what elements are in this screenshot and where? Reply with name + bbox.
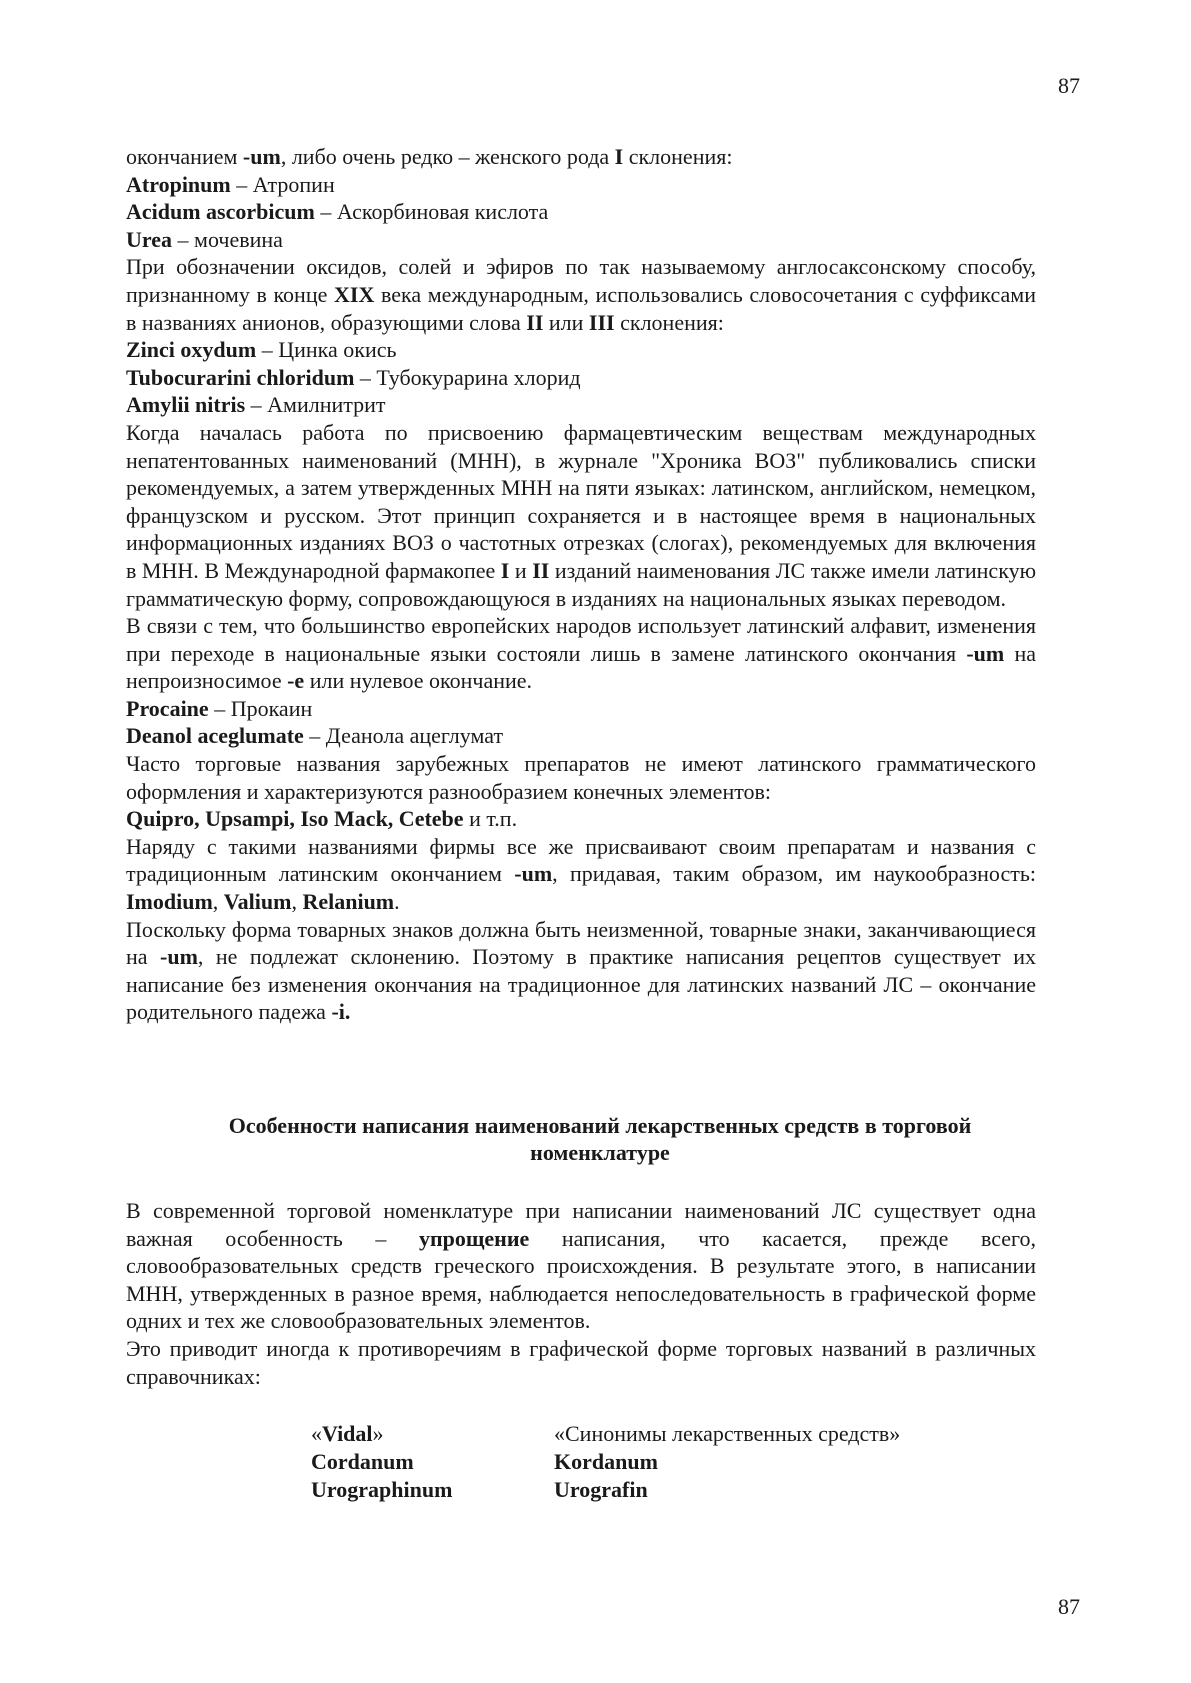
paragraph-4 xyxy=(126,612,1036,695)
bold-run: -um xyxy=(514,861,553,887)
example-line xyxy=(126,391,1036,419)
vidal-name: Cordanum xyxy=(311,1449,414,1474)
translation: – Атропин xyxy=(230,171,335,197)
comparison-row xyxy=(311,1476,974,1504)
paragraph-7 xyxy=(126,833,1036,916)
example-line xyxy=(126,336,1036,364)
bold-run: I xyxy=(500,557,510,583)
example-line xyxy=(126,171,1036,199)
latin-term: Zinci oxydum xyxy=(126,337,257,363)
text-run: При обозначении оксидов, солей и эфиров по так называемому англосаксонскому способу, признанному в конце xyxy=(126,254,1036,307)
header-vidal xyxy=(311,1420,554,1448)
comparison-header-row xyxy=(311,1420,974,1448)
text-run: , либо очень редко – женского рода xyxy=(280,144,615,169)
translation: – Амилнитрит xyxy=(245,392,386,418)
latin-term: Urea xyxy=(126,226,173,252)
text-run: В связи с тем, что большинство европейских народов использует латинский алфавит, изменения при переходе в национальные языки состояли лишь в замене латинского окончания xyxy=(126,613,1036,666)
page-number-bottom: 87 xyxy=(1058,1594,1080,1619)
example-line xyxy=(126,695,1036,723)
text-run: или xyxy=(543,309,589,335)
text-run: изданий наименования ЛС также имели латинскую грамматическую форму, сопровождающуюся в изданиях на национальных языках переводом. xyxy=(126,557,1037,611)
translation: – Деанола ацеглумат xyxy=(303,723,504,749)
example-line xyxy=(126,226,1036,254)
latin-term: Acidum ascorbicum xyxy=(126,199,315,225)
paragraph-10 xyxy=(126,1335,1036,1390)
body-text-section-1 xyxy=(126,143,1036,1026)
text-run: , xyxy=(291,889,303,915)
translation: – Прокаин xyxy=(208,695,313,721)
paragraph-6 xyxy=(126,805,1036,833)
bold-run: XIX xyxy=(334,281,375,307)
bold-run: Quipro, Upsampi, Iso Mack, Cetebe xyxy=(126,806,464,832)
header-synonyms: «Синонимы лекарственных средств» xyxy=(554,1421,901,1446)
section-heading: Особенности написания наименований лекарственных средств в торговой номенклатуре xyxy=(228,1113,972,1165)
text-run: и xyxy=(509,557,533,583)
text-run: или нулевое окончание. xyxy=(304,668,533,694)
comparison-table xyxy=(311,1420,974,1504)
bold-run: I xyxy=(614,144,624,169)
text-run: , не подлежат склонению. Поэтому в практике написания рецептов существует их написание без изменения окончания на традиционное для латинских названий ЛС – окончание родительного падежа xyxy=(126,944,1036,1025)
text-run: написания, что касается, прежде всего, словообразовательных средств греческого происхождения. В результате этого, в написании МНН, утвержденных в разное время, наблюдается непоследовательность в графической форме одних и тех же словообразовательных элементов. xyxy=(126,1225,1036,1334)
text-run: Поскольку форма товарных знаков должна быть неизменной, товарные знаки, заканчивающиеся на xyxy=(126,916,1036,970)
example-line xyxy=(126,722,1036,750)
source-name: Vidal xyxy=(322,1421,373,1446)
latin-term: Deanol aceglumate xyxy=(126,723,304,749)
text-run: века международным, использовались словосочетания с суффиксами в названиях анионов, образующими слова xyxy=(126,281,1036,335)
bold-run: II xyxy=(532,557,550,583)
text-run: Когда началась работа по присвоению фармацевтическим веществам международных непатентованных наименований (МНН), в журнале "Хроника ВОЗ" публиковались списки рекомендуемых, а затем утвержденных МНН на пяти языках: латинском, английском, немецком, французском и русском. Этот принцип сохраняется и в настоящее время в национальных информационных изданиях ВОЗ о частотных отрезках (слогах), рекомендуемых для включения в МНН. В Международной фармакопее xyxy=(126,419,1036,583)
paragraph-9 xyxy=(126,1197,1036,1335)
translation: – Тубокурарина хлорид xyxy=(354,364,581,390)
bold-run: Relanium xyxy=(302,889,395,915)
text-run: на непроизносимое xyxy=(126,640,1036,694)
paragraph-3 xyxy=(126,419,1036,612)
paragraph-5 xyxy=(126,750,1036,805)
text-run: Часто торговые названия зарубежных препаратов не имеют латинского грамматического оформления и характеризуются разнообразием конечных элементов: xyxy=(126,751,1036,804)
bold-run: -e xyxy=(287,668,305,694)
bold-run: -i. xyxy=(331,999,351,1025)
latin-term: Procaine xyxy=(126,695,209,721)
text-run: , придавая, таким образом, им наукообразность: xyxy=(552,861,1036,887)
translation: – мочевина xyxy=(172,226,283,252)
body-text-section-2 xyxy=(126,1197,1036,1390)
latin-term: Atropinum xyxy=(126,171,231,197)
bold-run: -um xyxy=(966,640,1005,666)
bold-run: -um xyxy=(160,944,198,970)
bold-run: упрощение xyxy=(418,1225,530,1251)
translation: – Цинка окись xyxy=(256,337,397,363)
paragraph-1 xyxy=(126,143,1036,171)
bold-run: II xyxy=(526,309,544,335)
page-number-top: 87 xyxy=(1058,73,1080,98)
paragraph-8 xyxy=(126,916,1036,1026)
bold-run: III xyxy=(588,309,615,335)
text-run: , xyxy=(212,889,224,915)
text-run: склонения: xyxy=(623,144,733,169)
text-run: склонения: xyxy=(614,309,724,335)
synonym-name: Kordanum xyxy=(554,1449,658,1474)
text-run: Это приводит иногда к противоречиям в графической форме торговых названий в различных справочниках: xyxy=(126,1335,1036,1389)
bold-run: -um xyxy=(242,144,281,169)
quote-mark: » xyxy=(372,1421,384,1446)
latin-term: Amylii nitris xyxy=(126,392,246,418)
paragraph-2 xyxy=(126,253,1036,336)
text-run: Наряду с такими названиями фирмы все же присваивают своим препаратам и названия с традиционным латинским окончанием xyxy=(126,833,1036,887)
comparison-row xyxy=(311,1448,974,1476)
text-run: окончанием xyxy=(126,144,243,169)
text-run: и т.п. xyxy=(463,806,518,832)
example-line xyxy=(126,364,1036,392)
latin-term: Tubocurarini chloridum xyxy=(126,364,355,390)
synonym-name: Urografin xyxy=(554,1477,648,1502)
example-line xyxy=(126,198,1036,226)
translation: – Аскорбиновая кислота xyxy=(314,199,549,225)
quote-mark: « xyxy=(311,1421,322,1446)
text-run: . xyxy=(394,889,400,915)
bold-run: Imodium xyxy=(126,889,213,915)
text-run: В современной торговой номенклатуре при написании наименований ЛС существует одна важная особенность – xyxy=(126,1198,1036,1251)
vidal-name: Urographinum xyxy=(311,1477,453,1502)
bold-run: Valium xyxy=(223,889,292,915)
